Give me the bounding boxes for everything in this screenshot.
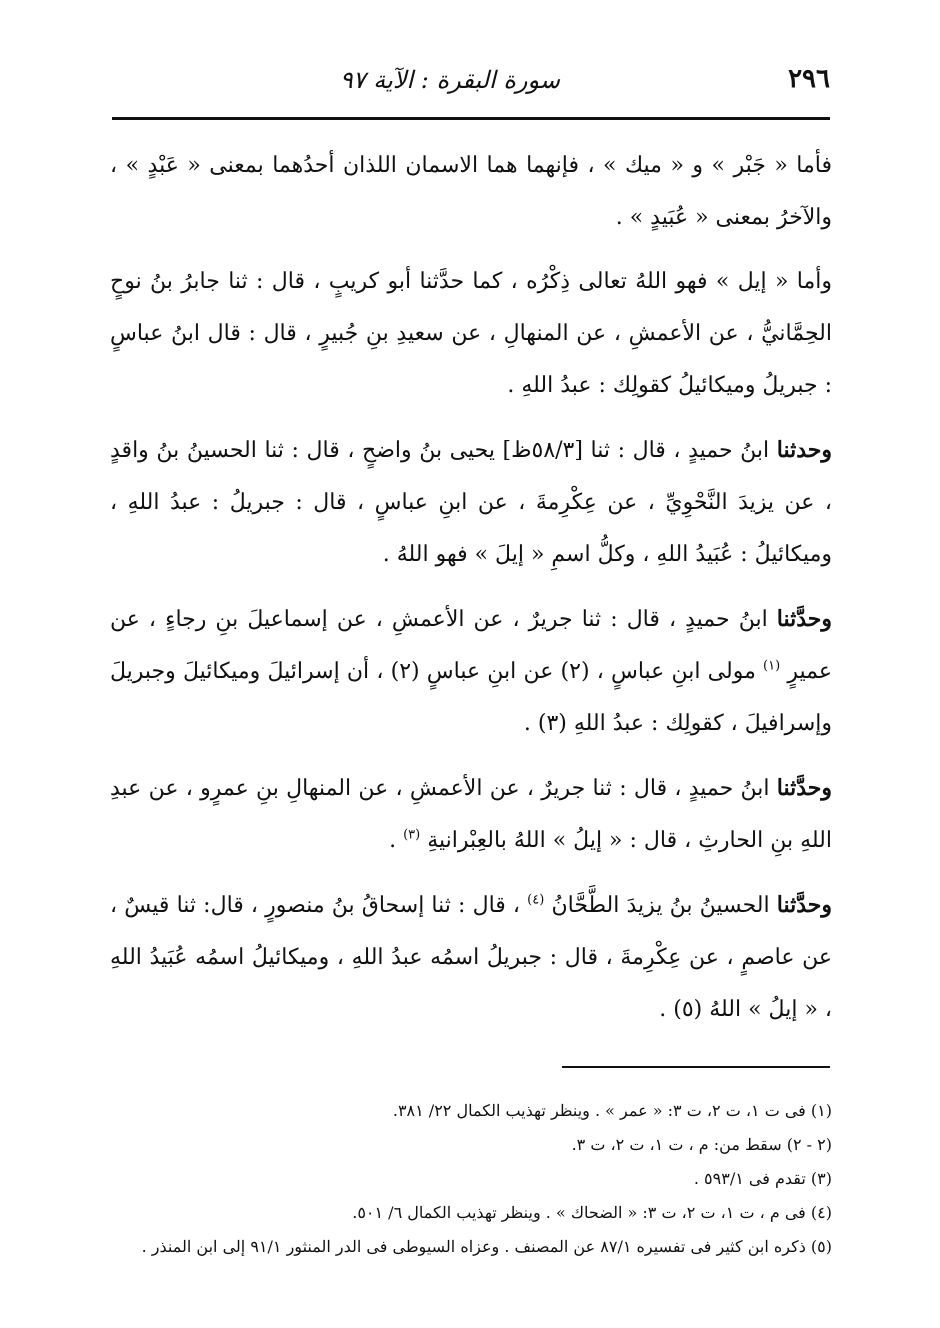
paragraph-lead: وحدَّثنا <box>776 775 833 801</box>
running-title: سورة البقرة : الآية ٩٧ <box>339 66 560 94</box>
footnote-reference: (١) <box>763 658 781 674</box>
footnote: (٤) فى م ، ت ١، ت ٢، ت ٣: « الضحاك » . وينظر تهذيب الكمال ٦/ ٥٠١. <box>352 1203 832 1222</box>
paragraph-text: ابنُ حميدٍ ، قال : ثنا [٥٨/٣ظ] يحيى بنُ واضحٍ ، قال : ثنا الحسينُ بنُ واقدٍ ، عن يزيدَ النَّحْوِيِّ ، عن عِكْرِمةَ ، عن ابنِ عباسٍ ، قال : جبريلُ : عبدُ اللهِ ، وميكائيلُ : عُبَيدُ اللهِ ، وكلُّ اسمِ « إيلَ » فهو اللهُ . <box>110 438 832 567</box>
paragraph <box>110 762 832 867</box>
footnotes <box>110 1094 832 1264</box>
paragraph <box>110 140 832 244</box>
page-number: ٢٩٦ <box>788 64 830 94</box>
footnote: (١) فى ت ١، ت ٢، ت ٣: « عمر » . وينظر تهذيب الكمال ٢٢/ ٣٨١. <box>392 1101 832 1120</box>
paragraph-tail: مولى ابنِ عباسٍ ، (٢) عن ابنِ عباسٍ (٢) ، أن إسرائيلَ وميكائيلَ وجبريلَ وإسرافيلَ ، كقولِك : عبدُ اللهِ (٣) . <box>110 659 832 736</box>
footnote-reference: (٣) <box>403 827 421 843</box>
paragraph <box>110 424 832 581</box>
paragraph-text: فأما « جَبْر » و « ميك » ، فإنهما هما الاسمان اللذان أحدُهما بمعنى « عَبْدٍ » ، والآخرُ بمعنى « عُبَيدٍ » . <box>110 153 832 230</box>
paragraph-lead: وحدثنا <box>776 437 833 463</box>
paragraph <box>110 593 832 750</box>
paragraph-text: وأما « إيل » فهو اللهُ تعالى ذِكْرُه ، كما حدَّثنا أبو كريبٍ ، قال : ثنا جابرُ بنُ نوحٍ الحِمَّانيُّ ، عن الأعمشِ ، عن المنهالِ ، عن سعيدِ بنِ جُبيرٍ ، قال : قال ابنُ عباسٍ : جبريلُ وميكائيلُ كقولِك : عبدُ اللهِ . <box>110 269 832 398</box>
paragraph-tail: ، قال : ثنا إسحاقُ بنُ منصورٍ ، قال: ثنا قيسٌ ، عن عاصمٍ ، عن عِكْرِمةَ ، قال : جبريلُ اسمُه عبدُ اللهِ ، وميكائيلُ اسمُه عُبَيدُ اللهِ ، « إيلُ » اللهُ (٥) . <box>110 893 832 1022</box>
paragraph-lead: وحدَّثنا <box>776 892 832 918</box>
footnote-separator <box>562 1066 830 1068</box>
header-rule <box>112 117 830 120</box>
paragraph <box>110 879 832 1036</box>
page-header <box>112 60 830 112</box>
footnote: (٢ - ٢) سقط من: م ، ت ١، ت ٢، ت ٣. <box>571 1135 832 1154</box>
paragraph-text: ابنُ حميدٍ ، قال : ثنا جريرٌ ، عن الأعمشِ ، عن المنهالِ بنِ عمرٍو ، عن عبدِ اللهِ بنِ الحارثِ ، قال : « إيلُ » اللهُ بالعِبْرانيةِ <box>110 776 832 853</box>
footnote: (٣) تقدم فى ٥٩٣/١ . <box>693 1169 832 1188</box>
paragraph-text: ابنُ حميدٍ ، قال : ثنا جريرٌ ، عن الأعمشِ ، عن إسماعيلَ بنِ رجاءٍ ، عن عميرٍ <box>110 607 832 684</box>
footnote-reference: (٤) <box>527 892 545 908</box>
paragraph <box>110 256 832 412</box>
paragraph-lead: وحدَّثنا <box>776 606 832 632</box>
footnote: (٥) ذكره ابن كثير فى تفسيره ٨٧/١ عن المصنف . وعزاه السيوطى فى الدر المنثور ٩١/١ إلى ابن المنذر . <box>141 1237 832 1256</box>
main-text <box>110 140 832 1048</box>
paragraph-text: الحسينُ بنُ يزيدَ الطَّحَّانُ <box>551 893 770 918</box>
paragraph-tail: . <box>389 828 397 853</box>
